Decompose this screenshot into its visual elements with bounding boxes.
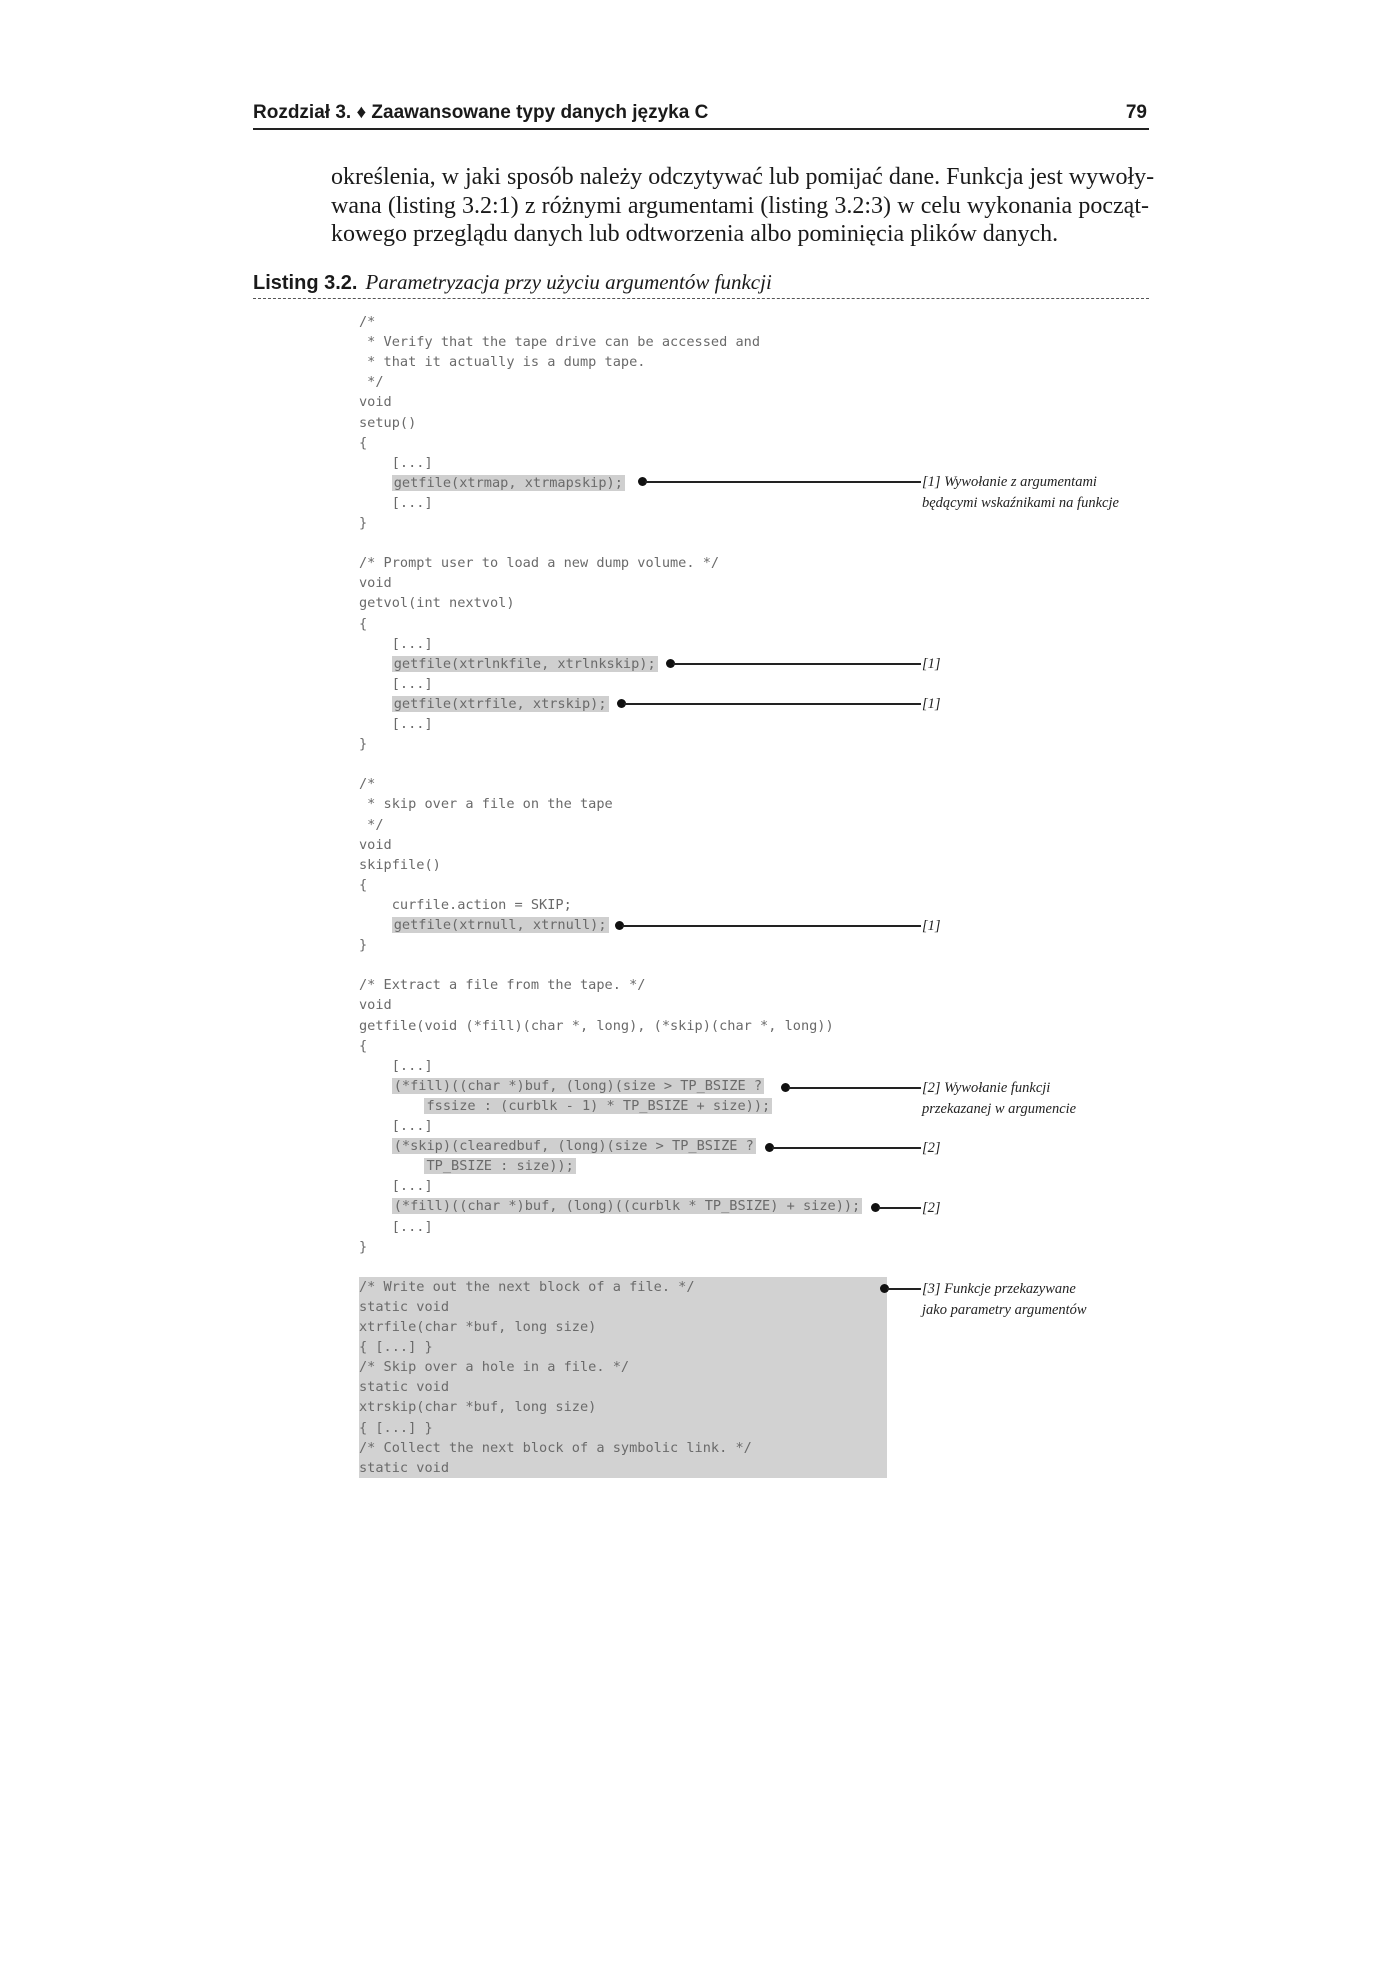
code-line (359, 474, 625, 492)
code-line: } (359, 736, 368, 752)
highlighted-code: getfile(xtrnull, xtrnull); (393, 917, 607, 933)
code-line: curfile.action = SKIP; (359, 897, 572, 913)
code-line: [...] (359, 636, 433, 652)
highlighted-code: (*fill)((char *)buf, (long)(size > TP_BSIZE ? (393, 1078, 763, 1094)
highlighted-code: getfile(xtrfile, xtrskip); (393, 696, 607, 712)
body-line: określenia, w jaki sposób należy odczytywać lub pomijać dane. Funkcja jest wywoły- (331, 164, 1155, 190)
code-line (359, 1197, 862, 1215)
annotation-line (622, 925, 921, 927)
code-line: { (359, 877, 368, 893)
code-line: { (359, 435, 368, 451)
code-line (359, 1097, 772, 1115)
code-line: void (359, 575, 392, 591)
code-line: { [...] } (359, 1420, 433, 1436)
code-line: void (359, 394, 392, 410)
code-line: } (359, 1239, 368, 1255)
code-line: setup() (359, 415, 417, 431)
code-line: * Verify that the tape drive can be accessed and (359, 334, 761, 350)
code-line: void (359, 997, 392, 1013)
code-line: [...] (359, 1118, 433, 1134)
annotation-3-cont: jako parametry argumentów (922, 1302, 1087, 1318)
annotation-2-ref: [2] (922, 1140, 941, 1156)
running-header (253, 100, 1149, 130)
code-line: } (359, 515, 368, 531)
code-line: /* Prompt user to load a new dump volume. */ (359, 555, 720, 571)
code-line: [...] (359, 455, 433, 471)
code-line: xtrfile(char *buf, long size) (359, 1319, 597, 1335)
code-line: */ (359, 374, 384, 390)
code-line: [...] (359, 1178, 433, 1194)
code-line (359, 695, 609, 713)
code-line: /* Write out the next block of a file. */ (359, 1279, 695, 1295)
code-line (359, 1077, 764, 1095)
annotation-line (772, 1147, 921, 1149)
code-line: [...] (359, 676, 433, 692)
code-line: [...] (359, 1058, 433, 1074)
code-line: { [...] } (359, 1339, 433, 1355)
code-line: /* Extract a file from the tape. */ (359, 977, 646, 993)
annotation-2-cont: przekazanej w argumencie (922, 1101, 1077, 1117)
page-number: 79 (1125, 102, 1147, 123)
code-line: skipfile() (359, 857, 441, 873)
annotation-1-ref: [1] (922, 918, 941, 934)
code-line: getvol(int nextvol) (359, 595, 515, 611)
code-line (359, 1157, 576, 1175)
code-line (359, 916, 609, 934)
code-line: xtrskip(char *buf, long size) (359, 1399, 597, 1415)
annotation-3: [3] Funkcje przekazywane (922, 1281, 1076, 1297)
code-line: getfile(void (*fill)(char *, long), (*skip)(char *, long)) (359, 1018, 834, 1034)
annotation-line (673, 663, 921, 665)
code-line: * skip over a file on the tape (359, 796, 613, 812)
code-line: /* (359, 314, 376, 330)
code-line: static void (359, 1460, 450, 1476)
code-line: void (359, 837, 392, 853)
annotation-line (645, 481, 921, 483)
annotation-line (878, 1207, 921, 1209)
listing-caption (253, 270, 1149, 299)
highlighted-code: (*skip)(clearedbuf, (long)(size > TP_BSIZE ? (393, 1138, 754, 1154)
annotation-2: [2] Wywołanie funkcji (922, 1080, 1051, 1096)
code-line: * that it actually is a dump tape. (359, 354, 646, 370)
code-line: [...] (359, 716, 433, 732)
highlighted-code: (*fill)((char *)buf, (long)((curblk * TP_BSIZE) + size)); (393, 1198, 861, 1214)
annotation-1-cont: będącymi wskaźnikami na funkcje (922, 495, 1119, 511)
code-line: [...] (359, 1219, 433, 1235)
body-paragraph (331, 163, 1155, 249)
body-line: wana (listing 3.2:1) z różnymi argumentami (listing 3.2:3) w celu wykonania począt- (331, 192, 1149, 219)
code-line: static void (359, 1299, 450, 1315)
body-line: kowego przeglądu danych lub odtworzenia albo pominięcia plików danych. (331, 221, 1059, 247)
annotation-line (788, 1087, 921, 1089)
code-line: /* Skip over a hole in a file. */ (359, 1359, 630, 1375)
highlighted-code: fssize : (curblk - 1) * TP_BSIZE + size)); (426, 1098, 771, 1114)
code-line: { (359, 616, 368, 632)
code-line: */ (359, 817, 384, 833)
annotation-line (624, 703, 921, 705)
highlighted-code: getfile(xtrlnkfile, xtrlnkskip); (393, 656, 656, 672)
annotation-1: [1] Wywołanie z argumentami (922, 474, 1097, 490)
annotation-1-ref: [1] (922, 656, 941, 672)
code-line: } (359, 937, 368, 953)
code-line: /* (359, 776, 376, 792)
annotation-2-ref: [2] (922, 1200, 941, 1216)
code-line: static void (359, 1379, 450, 1395)
code-line (359, 1137, 756, 1155)
code-line: /* Collect the next block of a symbolic link. */ (359, 1440, 752, 1456)
highlighted-code: getfile(xtrmap, xtrmapskip); (393, 475, 623, 491)
listing-title: Parametryzacja przy użyciu argumentów funkcji (365, 270, 772, 294)
listing-label: Listing 3.2. (253, 272, 358, 294)
chapter-title: Rozdział 3. ♦ Zaawansowane typy danych języka C (253, 102, 709, 123)
annotation-line (887, 1288, 921, 1290)
code-line: { (359, 1038, 368, 1054)
highlighted-code: TP_BSIZE : size)); (426, 1158, 574, 1174)
code-line: [...] (359, 495, 433, 511)
code-line (359, 655, 658, 673)
annotation-1-ref: [1] (922, 696, 941, 712)
